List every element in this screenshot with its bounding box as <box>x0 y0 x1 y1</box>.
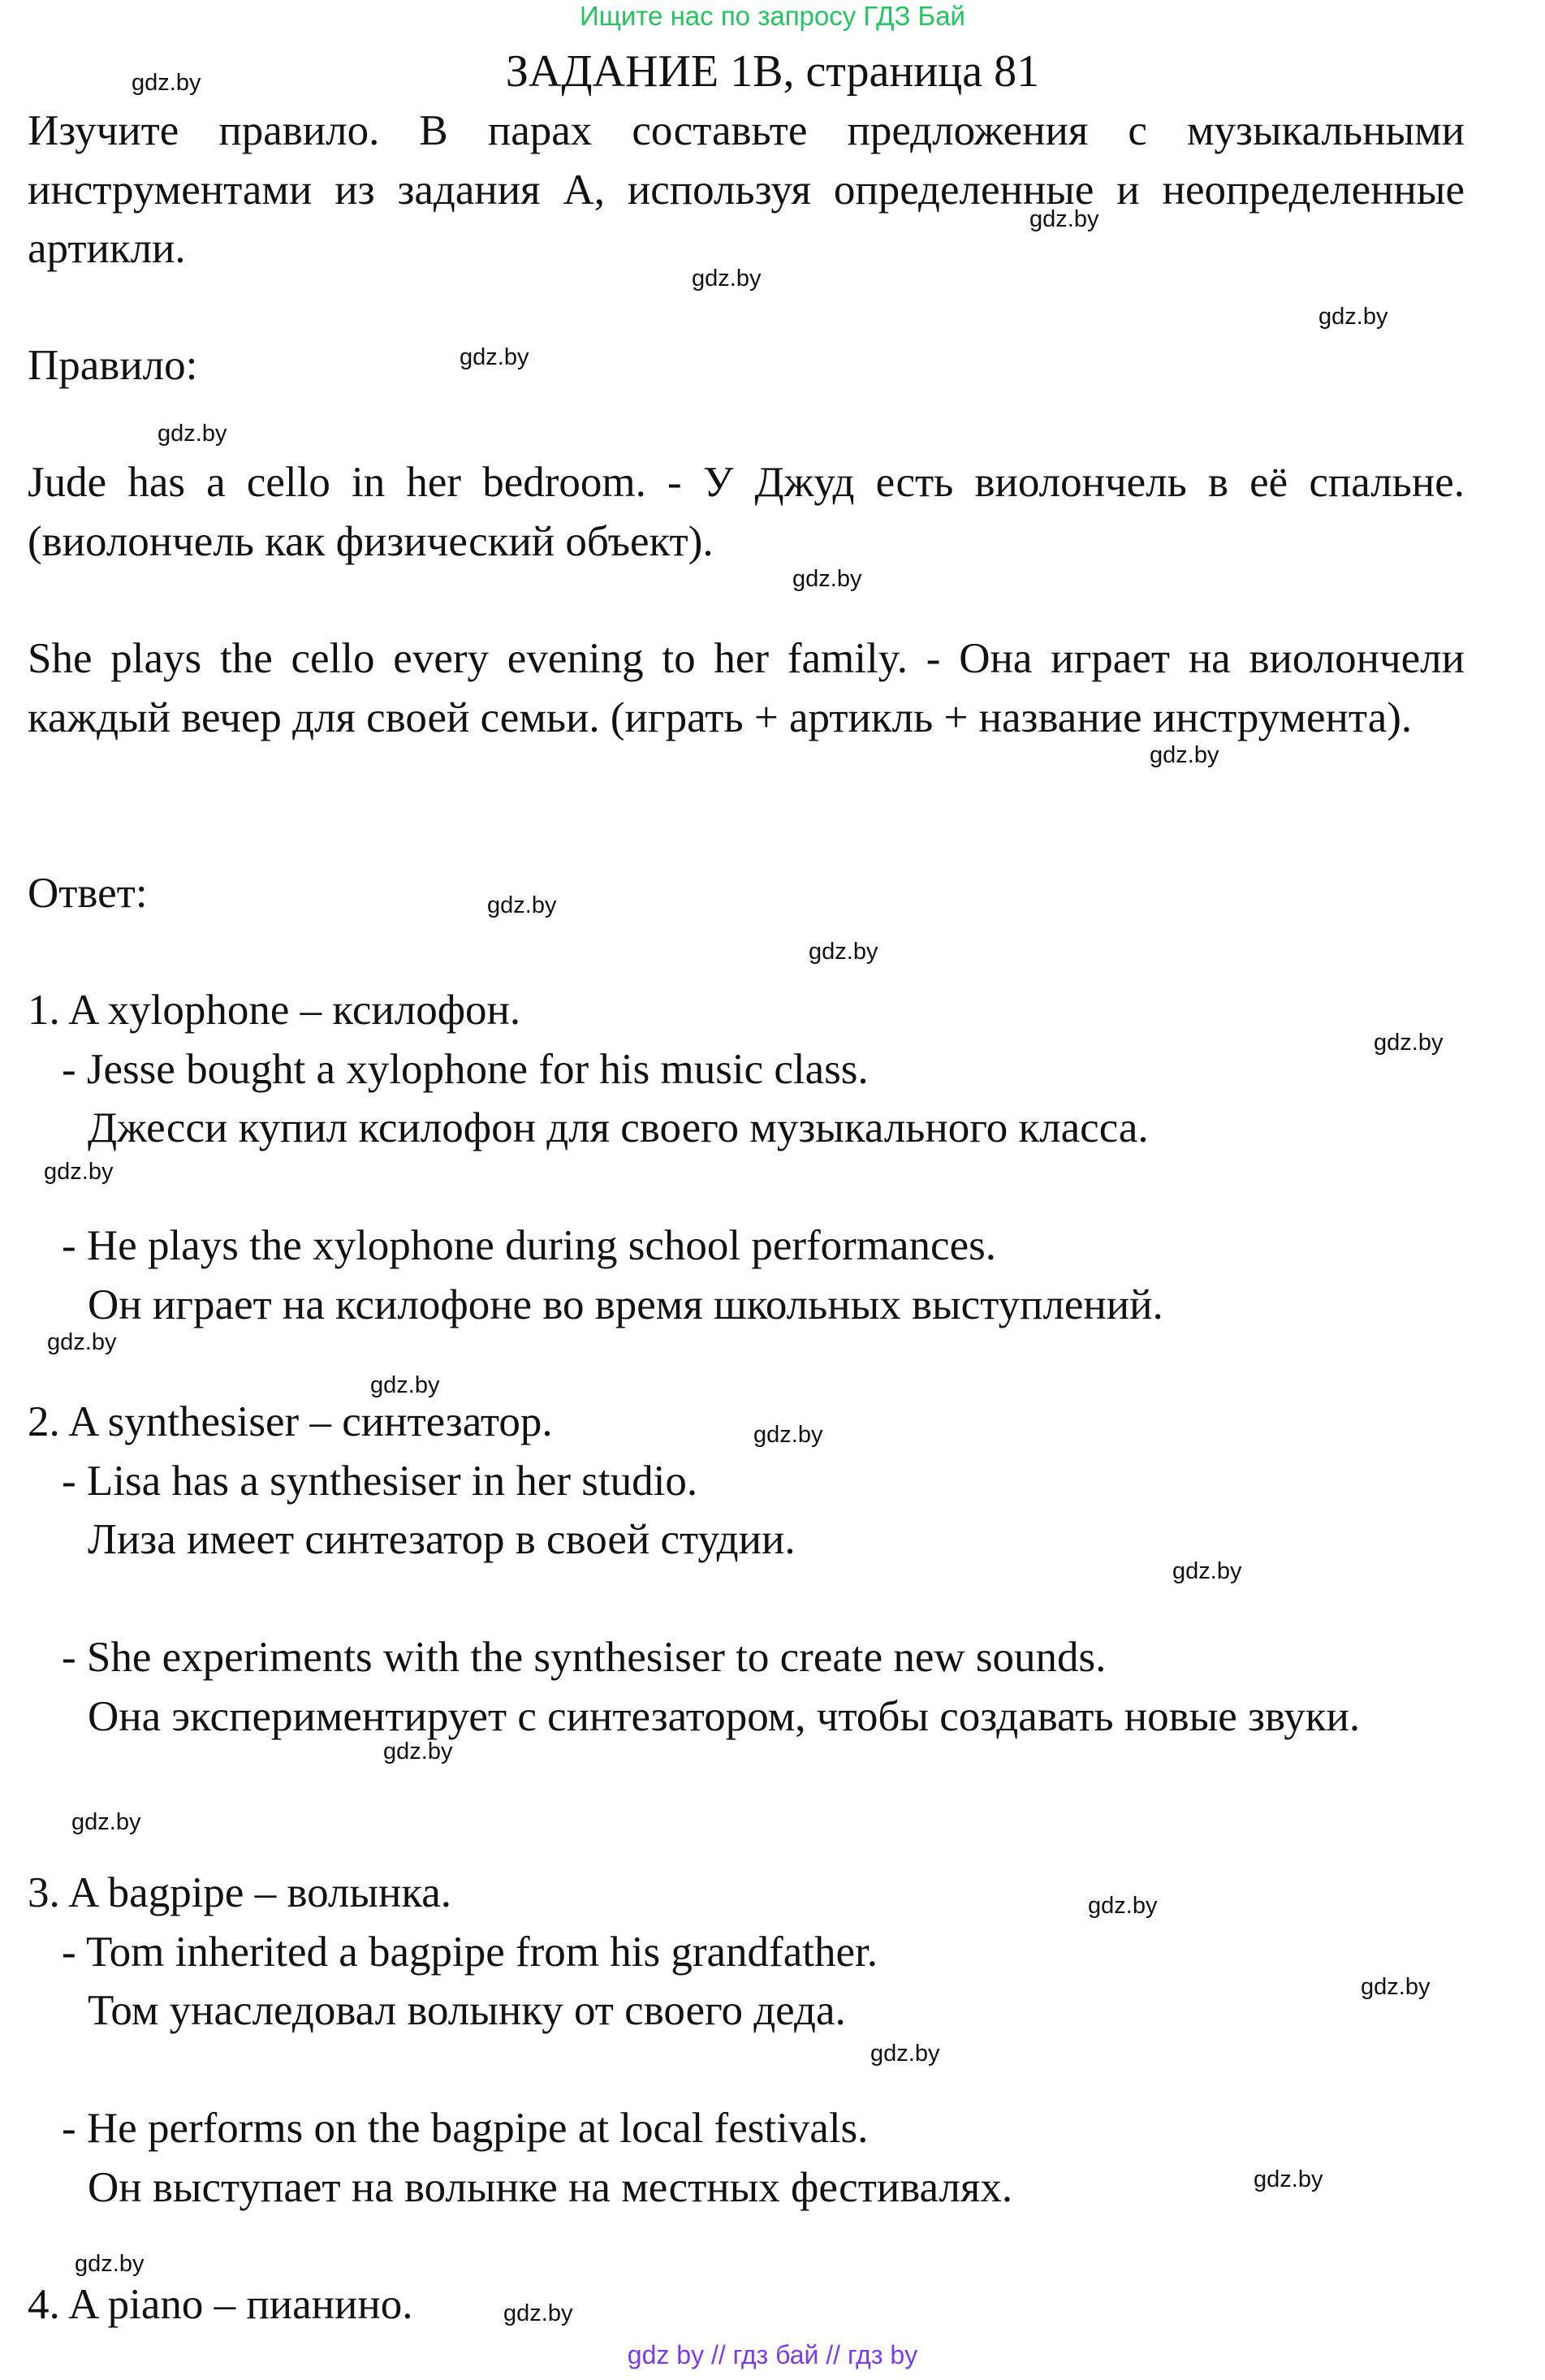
answer-sentence-ru: Он играет на ксилофоне во время школьных выступлений. <box>88 1281 1163 1328</box>
watermark: gdz.by <box>692 266 762 292</box>
answer-sentence-ru: Он выступает на волынке на местных фестивалях. <box>88 2164 1013 2211</box>
watermark: gdz.by <box>460 344 529 370</box>
watermark: gdz.by <box>809 939 878 965</box>
watermark: gdz.by <box>47 1329 117 1355</box>
rule-example-2: She plays the cello every evening to her family. - Она играет на виолончели каждый вечер для своей семьи. (играть + артикль + название инструмента). <box>28 635 1465 741</box>
watermark: gdz.by <box>383 1739 453 1764</box>
answer-sentence-en: - Tom inherited a bagpipe from his grandfather. <box>62 1929 878 1976</box>
watermark: gdz.by <box>1361 1974 1431 2000</box>
answer-sentence-en: - He performs on the bagpipe at local festivals. <box>62 2105 869 2152</box>
watermark: gdz.by <box>487 892 557 918</box>
answer-item-heading: 2. A synthesiser – синтезатор. <box>28 1398 553 1445</box>
rule-label: Правило: <box>28 342 198 389</box>
watermark: gdz.by <box>75 2251 145 2277</box>
page-title: ЗАДАНИЕ 1B, страница 81 <box>505 46 1040 97</box>
watermark: gdz.by <box>44 1159 114 1185</box>
watermark: gdz.by <box>753 1422 823 1448</box>
watermark: gdz.by <box>158 421 227 447</box>
answer-sentence-ru: Том унаследовал волынку от своего деда. <box>88 1987 846 2034</box>
answer-item-heading: 4. A piano – пианино. <box>28 2281 413 2328</box>
watermark: gdz.by <box>1374 1030 1444 1056</box>
answer-sentence-ru: Лиза имеет синтезатор в своей студии. <box>88 1516 796 1563</box>
watermark: gdz.by <box>71 1809 141 1835</box>
rule-example-1: Jude has a cello in her bedroom. - У Джуд есть виолончель в её спальне. (виолончель как физический объект). <box>28 459 1465 565</box>
watermark: gdz.by <box>1088 1893 1158 1919</box>
search-hint-link[interactable]: Ищите нас по запросу ГДЗ Бай <box>580 1 965 31</box>
watermark: gdz.by <box>503 2300 573 2326</box>
answer-sentence-en: - Lisa has a synthesiser in her studio. <box>62 1458 698 1505</box>
answer-sentence-ru: Джесси купил ксилофон для своего музыкального класса. <box>88 1104 1149 1151</box>
answer-sentence-en: - Jesse bought a xylophone for his music class. <box>62 1046 869 1093</box>
answer-label: Ответ: <box>28 870 148 917</box>
answer-sentence-ru: Она экспериментирует с синтезатором, чтобы создавать новые звуки. <box>88 1693 1361 1740</box>
watermark: gdz.by <box>1172 1558 1242 1584</box>
watermark: gdz.by <box>792 566 862 592</box>
watermark: gdz.by <box>1254 2166 1323 2192</box>
watermark: gdz.by <box>1318 304 1388 330</box>
answer-item-heading: 3. A bagpipe – волынка. <box>28 1869 452 1916</box>
answer-item-heading: 1. A xylophone – ксилофон. <box>28 987 521 1034</box>
watermark: gdz.by <box>1150 742 1219 768</box>
answer-sentence-en: - He plays the xylophone during school performances. <box>62 1222 996 1269</box>
footer-links[interactable]: gdz by // гдз бай // гдз by <box>627 2340 918 2369</box>
watermark: gdz.by <box>132 70 201 96</box>
watermark: gdz.by <box>1029 206 1099 232</box>
answer-sentence-en: - She experiments with the synthesiser to create new sounds. <box>62 1634 1107 1681</box>
watermark: gdz.by <box>870 2041 940 2067</box>
task-text: Изучите правило. В парах составьте предложения с музыкальными инструментами из задания A, используя определенные и неопределенные артикли. <box>28 107 1465 272</box>
watermark: gdz.by <box>370 1372 440 1398</box>
